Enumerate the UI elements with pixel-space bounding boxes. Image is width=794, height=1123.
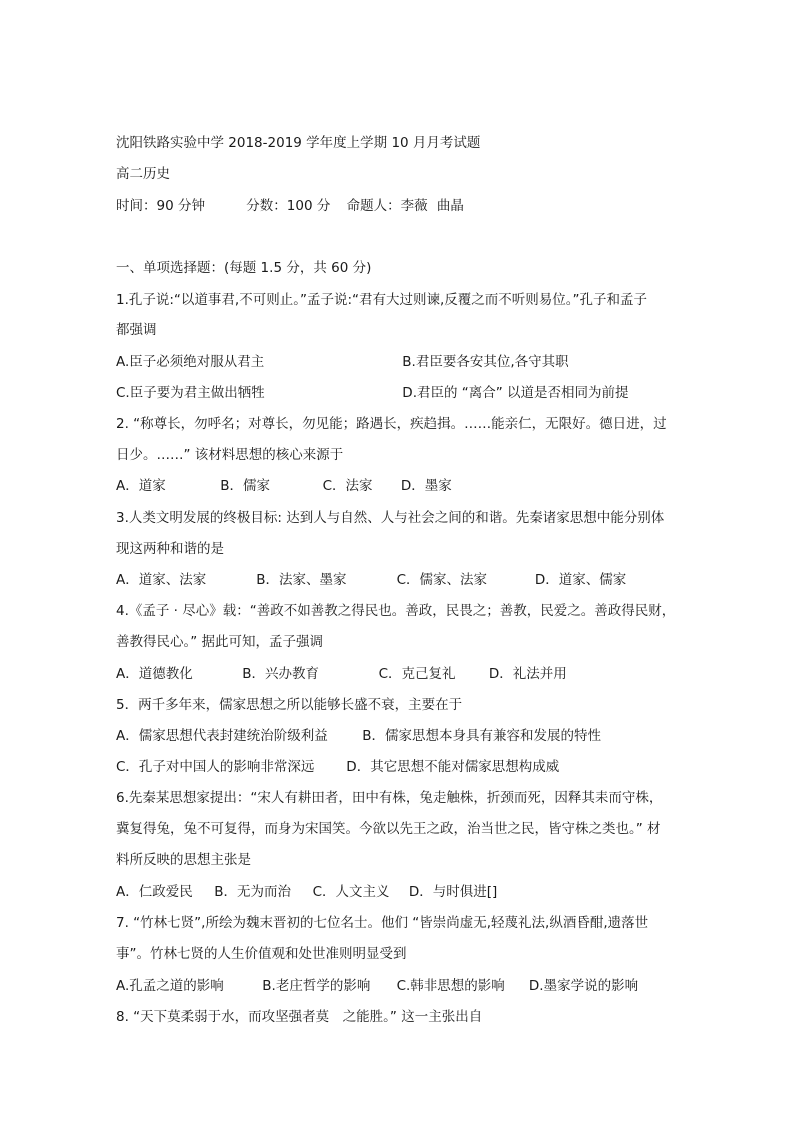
question-2-option-b: B．儒家: [220, 478, 271, 494]
question-5-option-b: B．儒家思想本身具有兼容和发展的特性: [362, 728, 602, 744]
question-2-stem-line1: 2. “称尊长，勿呼名；对尊长，勿见能；路遇长，疾趋揖。……能亲仁，无限好。德日进，过: [116, 416, 667, 432]
question-5-options-row1: [116, 727, 601, 745]
question-6-option-b: B．无为而治: [214, 884, 292, 900]
subject-label: 高二历史: [116, 166, 170, 182]
exam-info-row: [116, 197, 464, 215]
question-3-stem-line1: 3.人类文明发展的终极目标: 达到人与自然、人与社会之间的和谐。先秦诸家思想中能分别体: [116, 510, 665, 526]
question-7-stem-line2: 事”。竹林七贤的人生价值观和处世准则明显受到: [116, 946, 407, 962]
question-3-stem-line2: 现这两种和谐的是: [116, 541, 224, 557]
question-7-option-a: A.孔孟之道的影响: [116, 978, 224, 994]
question-3-option-d: D．道家、儒家: [534, 572, 627, 588]
question-3-options: [116, 571, 626, 589]
section-title: 一、单项选择题：(每题 1.5 分，共 60 分): [116, 260, 372, 276]
question-2-option-d: D．墨家: [400, 478, 452, 494]
question-5-stem-line1: 5．两千多年来，儒家思想之所以能够长盛不衰，主要在于: [116, 697, 463, 713]
question-4-option-a: A．道德教化: [116, 666, 193, 682]
question-4-stem-line1: 4.《孟子 · 尽心》载：“善政不如善教之得民也。善政，民畏之；善教，民爱之。善政得民财，: [116, 603, 676, 619]
question-4-options: [116, 665, 567, 683]
question-1-options-row1: [116, 353, 569, 371]
question-4-option-d: D．礼法并用: [488, 666, 567, 682]
question-6-option-a: A．仁政爱民: [116, 884, 193, 900]
question-4-option-b: B．兴办教育: [242, 666, 320, 682]
question-3-option-c: C．儒家、法家: [396, 572, 488, 588]
question-8-stem-line1: 8. “天下莫柔弱于水，而攻坚强者莫 之能胜。” 这一主张出自: [116, 1009, 483, 1025]
question-6-stem-line1: 6.先秦某思想家提出：“宋人有耕田者，田中有株，兔走触株，折颈而死，因释其耒而守株，: [116, 790, 663, 806]
question-5-options-row2: [116, 758, 559, 776]
question-1-stem-line2: 都强调: [116, 322, 157, 338]
question-4-option-c: C．克己复礼: [378, 666, 456, 682]
question-5-option-a: A．儒家思想代表封建统治阶级利益: [116, 728, 328, 744]
author-info: 命题人：李薇: [346, 198, 428, 214]
question-7-stem-line1: 7. “竹林七贤”,所绘为魏末晋初的七位名士。他们 “皆崇尚虚无,轻蔑礼法,纵酒昏酣,遗落世: [116, 915, 649, 931]
question-1-option-d: D.君臣的 “离合” 以道是否相同为前提: [402, 385, 629, 401]
question-1-option-b: B.君臣要各安其位,各守其职: [402, 354, 569, 370]
question-6-option-c: C．人文主义: [312, 884, 390, 900]
question-1-option-a: A.臣子必须绝对服从君主: [116, 354, 265, 370]
time-info: 时间：90 分钟: [116, 198, 205, 214]
question-6-option-d: D．与时俱进[]: [408, 884, 498, 900]
score-info: 分数：100 分: [246, 198, 331, 214]
question-2-option-c: C．法家: [322, 478, 373, 494]
question-3-option-a: A．道家、法家: [116, 572, 207, 588]
question-4-stem-line2: 善教得民心。” 据此可知，孟子强调: [116, 634, 324, 650]
question-1-options-row2: [116, 384, 629, 402]
question-6-stem-line3: 料所反映的思想主张是: [116, 852, 251, 868]
question-2-stem-line2: 日少。……” 该材料思想的核心来源于: [116, 447, 344, 463]
question-7-options: [116, 977, 638, 995]
exam-title: 沈阳铁路实验中学 2018-2019 学年度上学期 10 月月考试题: [116, 135, 481, 151]
question-7-option-b: B.老庄哲学的影响: [262, 978, 371, 994]
question-6-options: [116, 883, 497, 901]
question-7-option-d: D.墨家学说的影响: [528, 978, 639, 994]
question-5-option-c: C．孔子对中国人的影响非常深远: [116, 759, 315, 775]
question-7-option-c: C.韩非思想的影响: [396, 978, 505, 994]
question-1-stem-line1: 1.孔子说:“以道事君,不可则止。”孟子说:“君有大过则谏,反覆之而不听则易位。”孔子和孟子: [116, 292, 648, 308]
question-3-option-b: B．法家、墨家: [256, 572, 347, 588]
question-2-options: [116, 477, 452, 495]
author2-info: 曲晶: [436, 198, 464, 214]
question-5-option-d: D．其它思想不能对儒家思想构成威: [346, 759, 560, 775]
question-1-option-c: C.臣子要为君主做出牺牲: [116, 385, 265, 401]
question-2-option-a: A．道家: [116, 478, 166, 494]
question-6-stem-line2: 冀复得兔，兔不可复得，而身为宋国笑。今欲以先王之政，治当世之民，皆守株之类也。” 材: [116, 821, 661, 837]
